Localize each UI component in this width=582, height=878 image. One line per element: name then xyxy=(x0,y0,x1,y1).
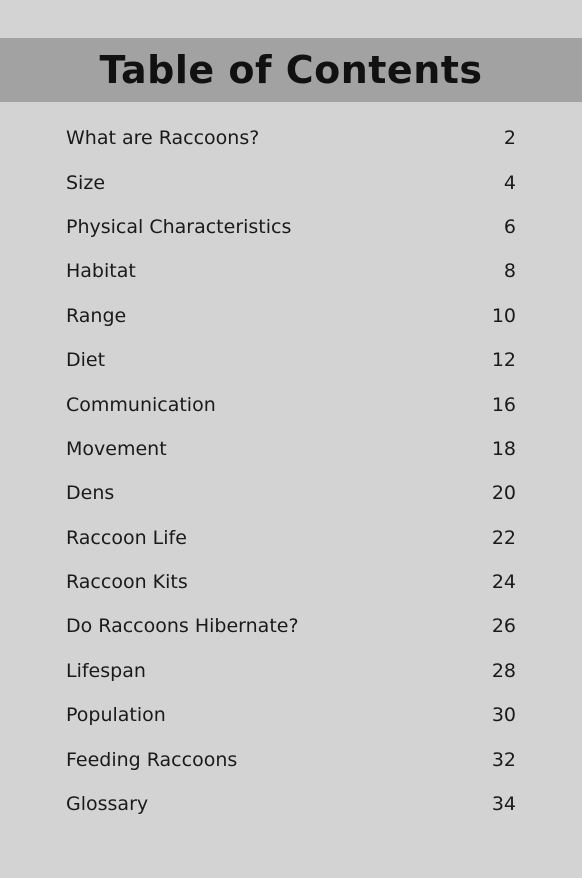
toc-entry-page-number: 16 xyxy=(491,393,516,416)
toc-entry xyxy=(66,427,516,471)
page-title: Table of Contents xyxy=(99,48,483,92)
toc-entry-title: Habitat xyxy=(66,260,136,283)
toc-entry-title: Dens xyxy=(66,482,115,505)
toc-entry-page-number: 24 xyxy=(491,571,516,594)
toc-entry-page-number: 34 xyxy=(491,793,516,816)
toc-entry-page-number: 12 xyxy=(491,349,516,372)
toc-entry xyxy=(66,382,516,426)
toc-entry-page-number: 28 xyxy=(491,659,516,682)
toc-entry-page-number: 32 xyxy=(491,748,516,771)
toc-entry-page-number: 10 xyxy=(491,304,516,327)
toc-entry-page-number: 8 xyxy=(503,260,516,283)
toc-entry xyxy=(66,116,516,160)
toc-entry-title: Raccoon Life xyxy=(66,526,187,549)
toc-entry-page-number: 20 xyxy=(491,482,516,505)
toc-entry xyxy=(66,782,516,826)
toc-entry xyxy=(66,560,516,604)
toc-entry-title: Population xyxy=(66,704,166,727)
toc-entry-title: Movement xyxy=(66,437,167,460)
toc-entry-title: Range xyxy=(66,304,127,327)
toc-entry-title: Raccoon Kits xyxy=(66,571,188,594)
toc-entry-page-number: 22 xyxy=(491,526,516,549)
toc-entry xyxy=(66,649,516,693)
title-bar xyxy=(0,38,582,102)
toc-entry xyxy=(66,338,516,382)
toc-entry-title: Diet xyxy=(66,349,106,372)
toc-entry-page-number: 18 xyxy=(491,437,516,460)
toc-entry xyxy=(66,160,516,204)
toc-entry xyxy=(66,294,516,338)
toc-entry-page-number: 30 xyxy=(491,704,516,727)
toc-entry xyxy=(66,737,516,781)
toc-entry-title: Feeding Raccoons xyxy=(66,748,238,771)
toc-entry-page-number: 6 xyxy=(503,215,516,238)
table-of-contents-list xyxy=(66,116,516,826)
toc-entry xyxy=(66,471,516,515)
toc-entry-title: Lifespan xyxy=(66,659,146,682)
toc-entry xyxy=(66,249,516,293)
toc-entry-title: Communication xyxy=(66,393,216,416)
toc-entry xyxy=(66,516,516,560)
toc-entry-page-number: 26 xyxy=(491,615,516,638)
toc-entry-title: Physical Characteristics xyxy=(66,215,292,238)
toc-entry xyxy=(66,205,516,249)
toc-entry-title: Glossary xyxy=(66,793,149,816)
toc-entry-page-number: 2 xyxy=(503,127,516,150)
toc-entry xyxy=(66,604,516,648)
toc-entry-page-number: 4 xyxy=(503,171,516,194)
toc-entry xyxy=(66,693,516,737)
toc-entry-title: Size xyxy=(66,171,106,194)
toc-entry-title: Do Raccoons Hibernate? xyxy=(66,615,299,638)
toc-entry-title: What are Raccoons? xyxy=(66,127,260,150)
